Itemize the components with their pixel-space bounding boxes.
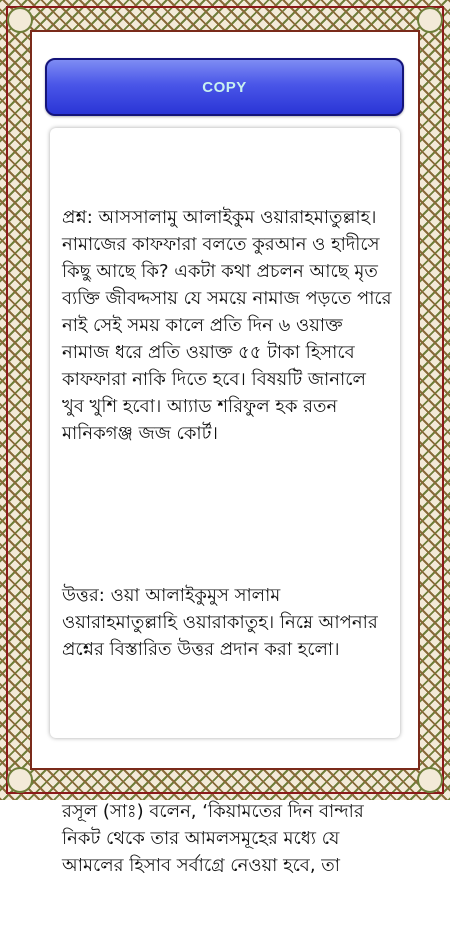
paragraph-spacer bbox=[62, 717, 392, 744]
hadith-text: রসূল (সাঃ) বলেন, ‘কিয়ামতের দিন বান্দার নিকট থেকে তার আমলসমূহের মধ্যে যে আমলের হিসাব সর্বাগ্রে নেওয়া হবে, তা bbox=[62, 801, 370, 876]
corner-ornament-icon bbox=[7, 767, 33, 793]
content-text bbox=[62, 150, 392, 933]
paragraph-spacer bbox=[62, 501, 392, 528]
corner-ornament-icon bbox=[417, 7, 443, 33]
copy-button[interactable] bbox=[45, 58, 404, 116]
corner-ornament-icon bbox=[417, 767, 443, 793]
answer-text: উত্তর: ওয়া আলাইকুমুস সালাম ওয়ারাহমাতুল্লাহি ওয়ারাকাতুহ। নিম্নে আপনার প্রশ্নের বিস্তারিত উত্তর প্রদান করা হলো। bbox=[62, 585, 384, 660]
content-card[interactable] bbox=[50, 128, 400, 876]
corner-ornament-icon bbox=[7, 7, 33, 33]
copy-button-label: COPY bbox=[202, 78, 247, 96]
question-text: প্রশ্ন: আসসালামু আলাইকুম ওয়ারাহমাতুল্লাহ। নামাজের কাফফারা বলতে কুরআন ও হাদীসে কিছু আছে কি? একটা কথা প্রচলন আছে মৃত ব্যক্তি জীবদ্দসায় যে সময়ে নামাজ পড়তে পারে নাই সেই সময় কালে প্রতি দিন ৬ ওয়াক্ত নামাজ ধরে প্রতি ওয়াক্ত ৫৫ টাকা হিসাবে কাফফারা নাকি দিতে হবে। বিষয়টি জানালে খুব খুশি হবো। আ্যাড শরিফুল হক রতন মানিকগঞ্জ জজ কোর্ট। bbox=[62, 207, 392, 444]
